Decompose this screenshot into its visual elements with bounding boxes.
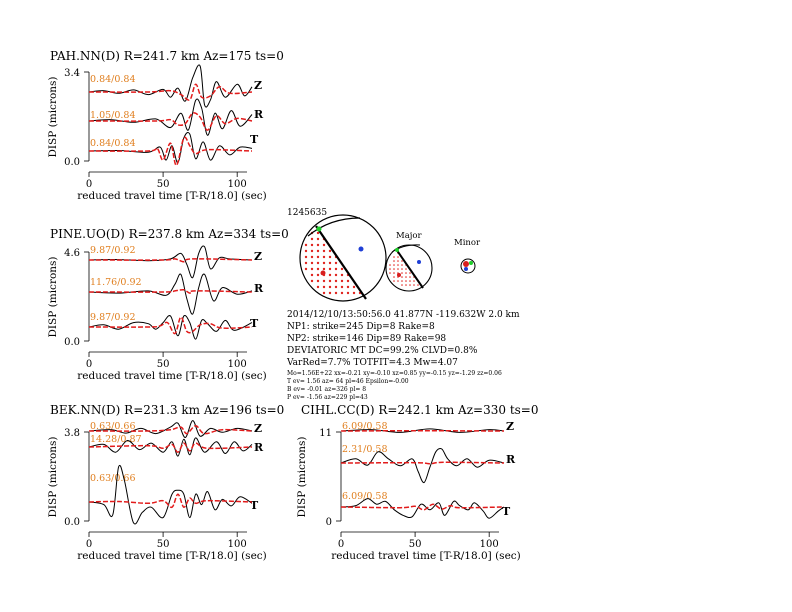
polarity-dot [323, 268, 325, 270]
polarity-dot [323, 280, 325, 282]
polarity-dot [413, 284, 415, 286]
y-tick-label-top: 4.6 [64, 248, 80, 259]
x-tick-label: 100 [479, 539, 499, 550]
minor-label: Minor [454, 238, 481, 248]
y-tick-label-top: 3.4 [64, 68, 80, 79]
panel-title: CIHL.CC(D) R=242.1 km Az=330 ts=0 [301, 403, 539, 417]
polarity-dot [405, 276, 407, 278]
x-axis-label: reduced travel time [T-R/18.0] (sec) [331, 550, 521, 562]
polarity-dot [323, 256, 325, 258]
polarity-dot [405, 284, 407, 286]
waveform-panel-pah [47, 49, 284, 202]
major-label: Major [396, 231, 422, 241]
polarity-dot [409, 272, 411, 274]
polarity-dot [401, 276, 403, 278]
polarity-dot [341, 286, 343, 288]
trace-ratio-t: 6.09/0.58 [342, 491, 388, 502]
x-tick-label: 100 [227, 539, 247, 550]
polarity-dot [323, 244, 325, 246]
polarity-dot [305, 262, 307, 264]
event-info-line: DEVIATORIC MT DC=99.2% CLVD=0.8% [287, 346, 478, 356]
b-axis-marker [359, 247, 364, 252]
polarity-dot [401, 264, 403, 266]
trace-ratio-z: 9.87/0.92 [90, 245, 136, 256]
polarity-dot [317, 256, 319, 258]
polarity-dot [409, 276, 411, 278]
trace-ratio-t: 9.87/0.92 [90, 312, 136, 323]
x-axis-label: reduced travel time [T-R/18.0] (sec) [77, 370, 267, 382]
synthetic-trace-r [341, 462, 504, 463]
polarity-dot [311, 280, 313, 282]
polarity-dot [389, 272, 391, 274]
polarity-dot [397, 268, 399, 270]
p-axis-marker [321, 271, 326, 276]
focal-mechanism-block [286, 208, 520, 401]
minor-t-axis [469, 261, 473, 265]
trace-ratio-r: 11.76/0.92 [90, 277, 142, 288]
polarity-dot [335, 274, 337, 276]
polarity-dot [311, 238, 313, 240]
panel-title: PINE.UO(D) R=237.8 km Az=334 ts=0 [50, 227, 289, 241]
polarity-dot [393, 272, 395, 274]
polarity-dot [417, 284, 419, 286]
polarity-dot [317, 268, 319, 270]
polarity-dot [329, 268, 331, 270]
y-tick-label-top: 11 [319, 428, 332, 439]
focal-sphere [300, 215, 386, 301]
event-info-line: 2014/12/10/13:50:56.0 41.877N -119.632W 2.0 km [287, 310, 520, 320]
polarity-dot [335, 292, 337, 294]
polarity-dot [311, 250, 313, 252]
polarity-dot [409, 280, 411, 282]
y-axis-label: DISP (microns) [47, 76, 59, 158]
event-info-line: VarRed=7.7% TOTFIT=4.3 Mw=4.07 [287, 358, 458, 368]
polarity-dot [317, 238, 319, 240]
trace-ratio-z: 6.09/0.58 [342, 421, 388, 432]
polarity-dot [341, 280, 343, 282]
moment-tensor-line: Mo=1.56E+22 xx=-0.21 xy=-0.10 xz=0.85 yy=-0.15 yz=-1.29 zz=0.06 [287, 370, 502, 377]
y-axis-label: DISP (microns) [47, 436, 59, 518]
y-axis-label: DISP (microns) [296, 436, 308, 518]
trace-ratio-t: 0.84/0.84 [90, 138, 136, 149]
polarity-dot [393, 268, 395, 270]
polarity-dot [353, 286, 355, 288]
y-tick-label-bottom: 0 [325, 517, 332, 528]
polarity-dot [401, 284, 403, 286]
component-label-r: R [254, 108, 264, 121]
polarity-dot [409, 284, 411, 286]
polarity-dot [347, 280, 349, 282]
beachball-main [300, 215, 386, 301]
polarity-dot [401, 272, 403, 274]
waveform-panel-bek [47, 403, 284, 562]
polarity-dot [305, 268, 307, 270]
major-b-axis [417, 260, 421, 264]
component-label-r: R [506, 453, 516, 466]
trace-group [341, 429, 504, 518]
component-label-z: Z [254, 79, 263, 92]
polarity-dot [347, 286, 349, 288]
polarity-dot [341, 274, 343, 276]
trace-ratio-r: 1.05/0.84 [90, 110, 136, 121]
polarity-dot [341, 292, 343, 294]
polarity-dot [401, 280, 403, 282]
polarity-dot [329, 286, 331, 288]
polarity-dot [405, 268, 407, 270]
panel-title: BEK.NN(D) R=231.3 km Az=196 ts=0 [50, 403, 285, 417]
x-axis-label: reduced travel time [T-R/18.0] (sec) [77, 190, 267, 202]
trace-ratio-t: 0.63/0.66 [90, 473, 136, 484]
polarity-dot [323, 286, 325, 288]
polarity-dot [317, 244, 319, 246]
x-tick-label: 0 [85, 539, 93, 550]
eigen-p-line: P ev= -1.56 az=229 pl=43 [287, 394, 368, 401]
component-label-z: Z [254, 422, 263, 435]
synthetic-trace-t [341, 504, 504, 510]
polarity-dot [393, 264, 395, 266]
polarity-dot [311, 268, 313, 270]
polarity-dot [341, 268, 343, 270]
event-info-line: NP2: strike=146 Dip=89 Rake=98 [287, 334, 447, 344]
t-axis-marker [317, 227, 322, 232]
polarity-dot [317, 280, 319, 282]
polarity-dot [317, 286, 319, 288]
polarity-dot [329, 280, 331, 282]
component-label-z: Z [254, 250, 263, 263]
trace-group [89, 246, 252, 339]
event-id: 1245635 [287, 208, 328, 218]
x-tick-label: 50 [156, 179, 170, 190]
polarity-dot [323, 250, 325, 252]
polarity-dot [311, 274, 313, 276]
eigen-t-line: T ev= 1.56 az= 64 pl=46 Epsilon=-0.00 [287, 378, 409, 385]
polarity-dot [317, 274, 319, 276]
polarity-dot [397, 280, 399, 282]
x-tick-label: 50 [156, 539, 170, 550]
synthetic-trace-z [89, 84, 252, 100]
polarity-dot [389, 268, 391, 270]
x-tick-label: 100 [227, 359, 247, 370]
polarity-dot [305, 250, 307, 252]
polarity-dot [311, 256, 313, 258]
major-t-axis [395, 248, 399, 252]
synthetic-trace-t [89, 494, 252, 507]
polarity-dot [329, 292, 331, 294]
polarity-dot [335, 262, 337, 264]
minor-b-axis [464, 267, 468, 271]
x-tick-label: 0 [85, 179, 93, 190]
polarity-dot [347, 292, 349, 294]
y-tick-label-top: 3.8 [64, 428, 80, 439]
polarity-dot [335, 280, 337, 282]
trace-ratio-z: 0.63/0.66 [90, 421, 136, 432]
minor-p-axis [463, 261, 469, 267]
beachball-minor [454, 238, 481, 273]
polarity-dot [317, 262, 319, 264]
polarity-dot [401, 260, 403, 262]
component-label-t: T [250, 317, 259, 330]
polarity-dot [317, 232, 319, 234]
polarity-dot [335, 268, 337, 270]
polarity-dot [389, 264, 391, 266]
polarity-dot [311, 244, 313, 246]
waveform-panel-cihl [296, 403, 539, 562]
polarity-dot [335, 286, 337, 288]
x-tick-label: 0 [337, 539, 345, 550]
x-tick-label: 50 [156, 359, 170, 370]
panel-title: PAH.NN(D) R=241.7 km Az=175 ts=0 [50, 49, 284, 63]
polarity-dot [329, 256, 331, 258]
polarity-dot [393, 280, 395, 282]
polarity-dot [401, 268, 403, 270]
x-tick-label: 100 [227, 179, 247, 190]
y-tick-label-bottom: 0.0 [64, 517, 80, 528]
event-info-line: NP1: strike=245 Dip=8 Rake=8 [287, 322, 435, 332]
observed-trace-z [89, 65, 252, 107]
polarity-dot [305, 256, 307, 258]
trace-ratio-r: 14.28/0.87 [90, 434, 142, 445]
x-tick-label: 50 [408, 539, 422, 550]
component-label-t: T [250, 499, 259, 512]
polarity-dot [323, 292, 325, 294]
trace-ratio-r: 2.31/0.58 [342, 444, 388, 455]
polarity-dot [353, 292, 355, 294]
component-label-r: R [254, 441, 264, 454]
polarity-dot [393, 276, 395, 278]
component-label-z: Z [506, 420, 515, 433]
component-label-t: T [250, 133, 259, 146]
y-tick-label-bottom: 0.0 [64, 337, 80, 348]
component-label-r: R [254, 282, 264, 295]
y-tick-label-bottom: 0.0 [64, 157, 80, 168]
polarity-dot [393, 260, 395, 262]
beachball-major [386, 231, 432, 291]
polarity-dot [329, 250, 331, 252]
y-axis-label: DISP (microns) [47, 256, 59, 338]
waveform-panel-pine [47, 227, 289, 382]
x-axis-label: reduced travel time [T-R/18.0] (sec) [77, 550, 267, 562]
polarity-dot [329, 274, 331, 276]
polarity-dot [329, 262, 331, 264]
polarity-dot [397, 260, 399, 262]
polarity-dot [413, 280, 415, 282]
synthetic-trace-r [89, 290, 252, 293]
trace-ratio-z: 0.84/0.84 [90, 74, 136, 85]
x-tick-label: 0 [85, 359, 93, 370]
polarity-dot [405, 272, 407, 274]
component-label-t: T [502, 505, 511, 518]
polarity-dot [311, 262, 313, 264]
eigen-b-line: B ev= -0.01 az=326 pl= 8 [287, 386, 367, 393]
polarity-dot [317, 250, 319, 252]
polarity-dot [393, 256, 395, 258]
polarity-dot [405, 280, 407, 282]
polarity-dot [305, 244, 307, 246]
polarity-dot [397, 264, 399, 266]
polarity-dot [397, 256, 399, 258]
polarity-dot [323, 262, 325, 264]
major-p-axis [397, 273, 401, 277]
